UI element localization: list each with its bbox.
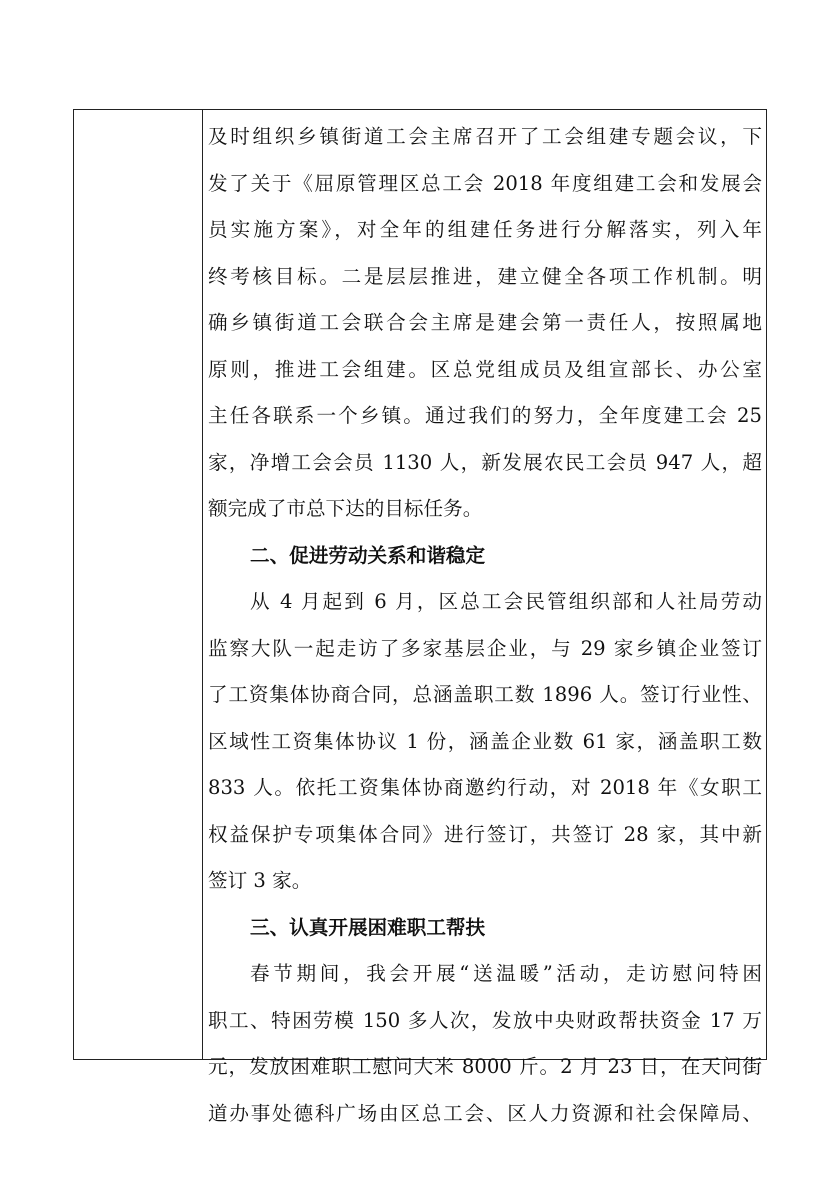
paragraph-line: 确乡镇街道工会联合会主席是建会第一责任人，按照属地	[208, 311, 762, 334]
paragraph-line: 权益保护专项集体合同》进行签订，共签订 28 家，其中新	[208, 822, 762, 846]
paragraph-line: 区域性工资集体协议 1 份，涵盖企业数 61 家，涵盖职工数	[208, 729, 762, 753]
paragraph-line: 额完成了市总下达的目标任务。	[208, 497, 483, 520]
paragraph-line: 春节期间，我会开展“送温暖”活动，走访慰问特困	[250, 962, 762, 985]
document-table	[73, 109, 767, 1125]
paragraph-line: 及时组织乡镇街道工会主席召开了工会组建专题会议，下	[208, 125, 762, 148]
paragraph-line: 了工资集体协商合同，总涵盖职工数 1896 人。签订行业性、	[208, 683, 762, 706]
paragraph-line: 签订 3 家。	[208, 869, 312, 892]
paragraph-line: 终考核目标。二是层层推进，建立健全各项工作机制。明	[208, 264, 762, 288]
section-heading: 二、促进劳动关系和谐稳定	[250, 543, 486, 567]
paragraph-line: 元，发放困难职工慰问大米 8000 斤。2 月 23 日，在天问街	[208, 1055, 762, 1078]
paragraph-line: 833 人。依托工资集体协商邀约行动，对 2018 年《女职工	[208, 776, 762, 799]
paragraph-line: 家，净增工会会员 1130 人，新发展农民工会员 947 人，超	[208, 450, 762, 474]
table-content-cell	[203, 110, 766, 1125]
paragraph-line: 道办事处德科广场由区总工会、区人力资源和社会保障局、	[208, 1101, 762, 1125]
paragraph-line: 原则，推进工会组建。区总党组成员及组宣部长、办公室	[208, 357, 762, 381]
paragraph-line: 从 4 月起到 6 月，区总工会民管组织部和人社局劳动	[250, 590, 762, 613]
paragraph-line: 主任各联系一个乡镇。通过我们的努力，全年度建工会 25	[208, 404, 762, 427]
section-heading: 三、认真开展困难职工帮扶	[250, 915, 486, 939]
paragraph-line: 职工、特困劳模 150 多人次，发放中央财政帮扶资金 17 万	[208, 1008, 762, 1032]
paragraph-line: 发了关于《屈原管理区总工会 2018 年度组建工会和发展会	[208, 171, 762, 195]
paragraph-line: 员实施方案》，对全年的组建任务进行分解落实，列入年	[208, 218, 762, 241]
table-left-column	[74, 110, 203, 1059]
paragraph-line: 监察大队一起走访了多家基层企业，与 29 家乡镇企业签订	[208, 636, 762, 660]
